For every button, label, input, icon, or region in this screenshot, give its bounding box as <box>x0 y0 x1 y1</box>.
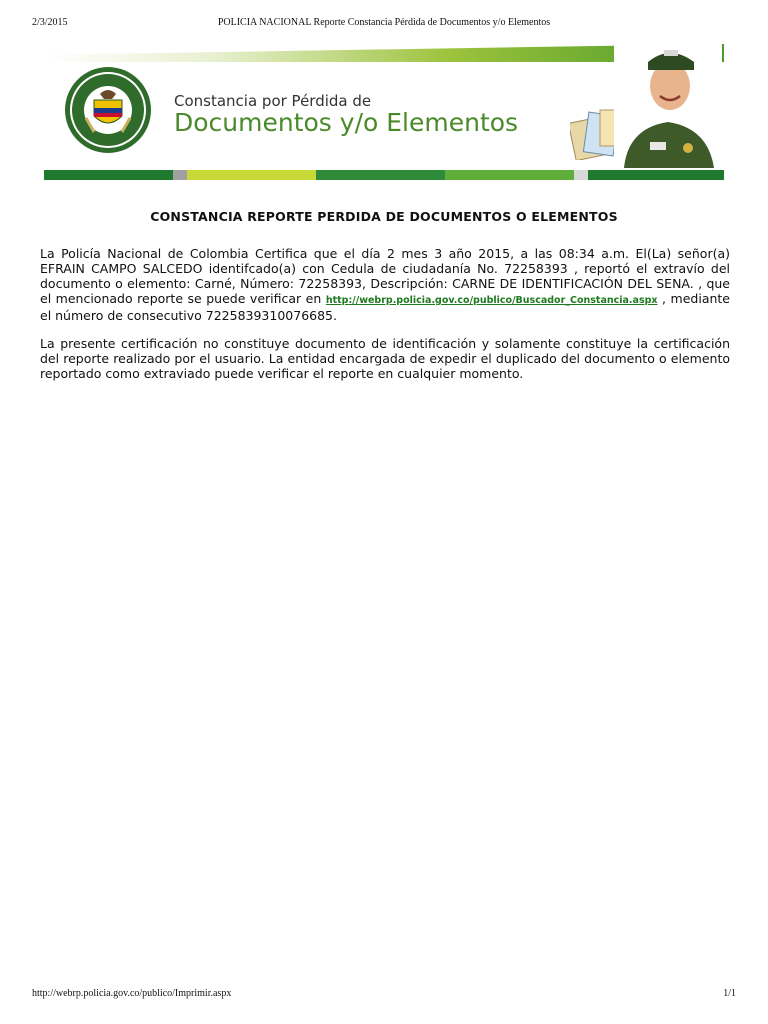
police-officer-image <box>614 44 722 168</box>
certification-text-start: La Policía Nacional de Colombia Certifica que el día 2 mes 3 año 2015, a las 08:34 a.m. El(La) señor(a) EFRAIN CAMPO SALCEDO identifcado(a) con Cedula de ciudadanía No. 72258393 , reportó el extravío del documento o elemento: Carné, Número: 72258393, Descripción: CARNE DE IDENTIFICACIÓN DEL SENA. , que el mencionado reporte se puede verificar en <box>40 246 730 306</box>
header-banner <box>44 44 724 180</box>
document-title: CONSTANCIA REPORTE PERDIDA DE DOCUMENTOS O ELEMENTOS <box>150 209 618 224</box>
disclaimer-paragraph: La presente certificación no constituye documento de identificación y solamente constituye la certificación del reporte realizado por el usuario. La entidad encargada de expedir el duplicado del documento o elemento reportado como extraviado puede verificar el reporte en cualquier momento. <box>40 336 730 381</box>
banner-title <box>174 92 518 137</box>
banner-heading: Documentos y/o Elementos <box>174 108 519 137</box>
print-footer <box>32 988 736 1002</box>
print-title: POLICIA NACIONAL Reporte Constancia Pérdida de Documentos y/o Elementos <box>217 17 551 28</box>
verification-link[interactable]: http://webrp.policia.gov.co/publico/Buscador_Constancia.aspx <box>325 295 658 306</box>
certification-text-end: , mediante el número de consecutivo 7225839310076685. <box>40 291 730 323</box>
certification-paragraph <box>40 246 730 323</box>
print-date: 2/3/2015 <box>32 17 68 28</box>
page-number: 1/1 <box>723 988 736 999</box>
print-footer-url: http://webrp.policia.gov.co/publico/Imprimir.aspx <box>32 988 232 999</box>
banner-subtitle: Constancia por Pérdida de <box>174 92 372 110</box>
police-seal-logo <box>64 66 152 154</box>
banner-bottom-bar <box>44 170 724 180</box>
print-header <box>32 17 736 31</box>
